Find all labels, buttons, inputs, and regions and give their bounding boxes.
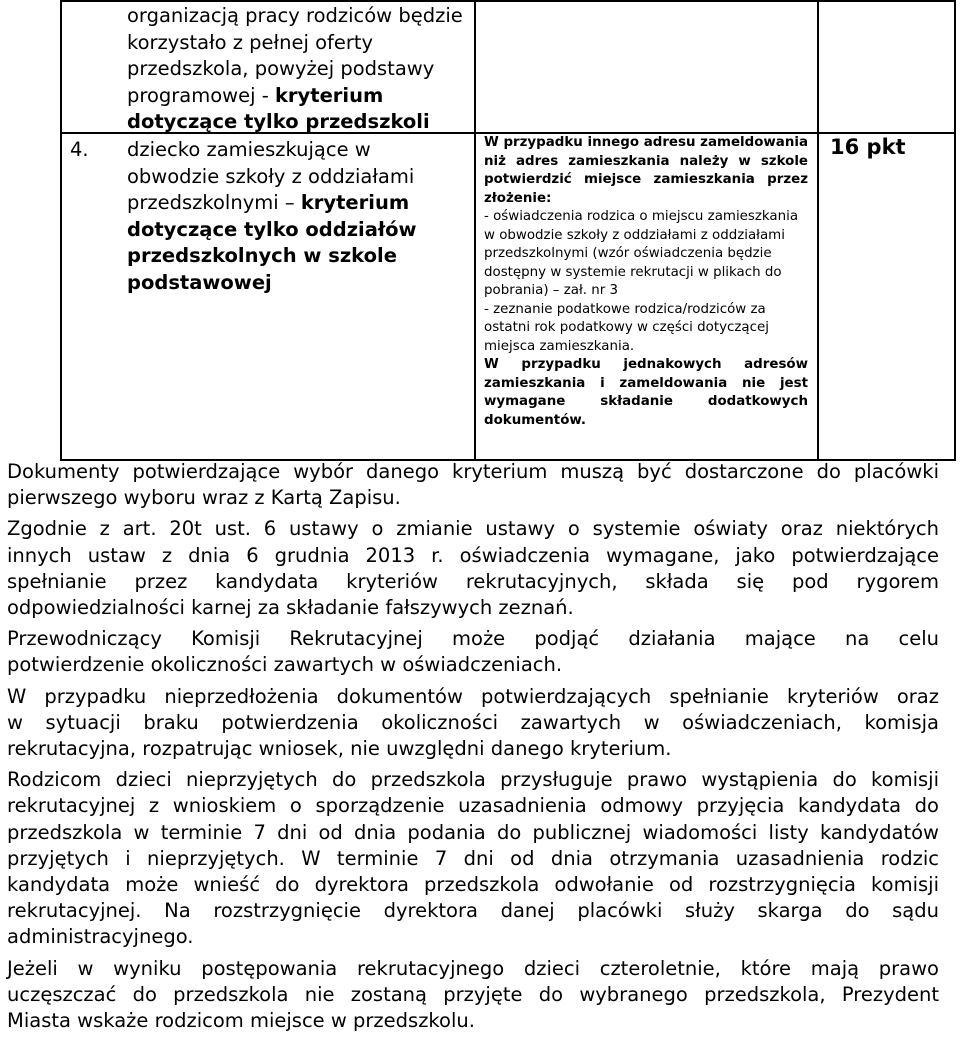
paragraph-documents xyxy=(7,459,939,511)
table-border-col3 xyxy=(817,0,819,461)
row4-doc-statement: - oświadczenia rodzica o miejscu zamieszkania w obwodzie szkoły z oddziałami z oddziałami przedszkolnymi (wzór oświadczenia będzie dostępny w systemie rekrutacji w plikach do pobrania) – zał. nr 3 xyxy=(484,209,799,298)
row3-criterion-cell xyxy=(127,3,467,136)
row4-documents-cell xyxy=(484,134,808,430)
text-line: pierwszego wyboru wraz z Kartą Zapisu. xyxy=(7,486,401,510)
text-line: kandydata może wnieść do dyrektora przedszkola odwołanie od rozstrzygnięcia komisji xyxy=(7,873,939,897)
row4-doc-note: W przypadku jednakowych adresów zamieszkania i zameldowania nie jest wymagane składanie dodatkowych dokumentów. xyxy=(484,357,808,428)
row4-number: 4. xyxy=(70,138,89,161)
row3-line-1: organizacją pracy rodziców będzie xyxy=(127,4,463,27)
text-line: innych ustaw z dnia 6 grudnia 2013 r. oświadczenia wymagane, jako potwierdzające xyxy=(7,543,939,567)
text-line: rekrutacyjnej. Na rozstrzygnięcie dyrektora danej placówki służy skarga do sądu xyxy=(7,899,939,923)
text-line: Jeżeli w wyniku postępowania rekrutacyjnego dzieci czteroletnie, które mają prawo xyxy=(7,956,939,980)
row4-doc-tax-return: - zeznanie podatkowe rodzica/rodziców za ostatni rok podatkowy w części dotyczącej miejsca zamieszkania. xyxy=(484,301,769,354)
table-border-left xyxy=(60,0,62,461)
paragraph-four-year-olds xyxy=(7,956,939,1035)
row3-bold-1: kryterium xyxy=(274,83,384,107)
text-line: Miasta wskaże rodzicom miejsce w przedszkolu. xyxy=(7,1009,475,1033)
text-line: Rodzicom dzieci nieprzyjętych do przedszkola przysługuje prawo wystąpienia do komisji xyxy=(7,768,939,792)
table-border-right xyxy=(954,0,956,461)
text-line: rekrutacyjnej z wnioskiem o sporządzenie uzasadnienia odmowy przyjęcia kandydata do xyxy=(7,794,939,818)
row3-line-2: korzystało z pełnej oferty xyxy=(127,30,374,54)
text-line: przedszkola w terminie 7 dni od dnia podania do publicznej wiadomości listy kandydatów xyxy=(7,820,939,844)
row4-points: 16 pkt xyxy=(830,135,906,159)
text-line: przyjętych i nieprzyjętych. W terminie 7 dni od dnia otrzymania uzasadnienia rodzic xyxy=(7,846,939,870)
text-line: uczęszczać do przedszkola nie zostaną przyjęte do wybranego przedszkola, Prezydent xyxy=(7,982,939,1006)
table-border-top xyxy=(60,0,956,2)
body-text xyxy=(7,459,939,1039)
paragraph-chairman xyxy=(7,626,939,678)
row3-line-3: przedszkola, powyżej podstawy xyxy=(127,57,435,80)
row4-doc-intro: W przypadku innego adresu zameldowania niż adres zamieszkania należy w szkole potwierdzić miejsce zamieszkania przez złożenie: xyxy=(484,135,808,206)
table-border-col2 xyxy=(474,0,476,461)
text-line: Zgodnie z art. 20t ust. 6 ustawy o zmianie ustawy o systemie oświaty oraz niektórych xyxy=(7,517,939,541)
row3-bold-2: dotyczące tylko przedszkoli xyxy=(127,110,430,133)
text-line: rekrutacyjna, rozpatrując wniosek, nie uwzględni danego kryterium. xyxy=(7,737,672,761)
row3-line-4: programowej - xyxy=(127,83,275,107)
paragraph-legal-basis xyxy=(7,516,939,621)
paragraph-missing-documents xyxy=(7,684,939,763)
text-line: Przewodniczący Komisji Rekrutacyjnej może podjąć działania mające na celu xyxy=(7,627,939,651)
text-line: spełnianie przez kandydata kryteriów rekrutacyjnych, składa się pod rygorem xyxy=(7,569,939,593)
text-line: w sytuacji braku potwierdzenia okoliczności zawartych w oświadczeniach, komisja xyxy=(7,710,939,734)
text-line: W przypadku nieprzedłożenia dokumentów potwierdzających spełnianie kryteriów oraz xyxy=(7,684,939,708)
row4-criterion-text: dziecko zamieszkujące w obwodzie szkoły z oddziałami przedszkolnymi – xyxy=(127,138,415,214)
row4-criterion-bold: kryterium dotyczące tylko oddziałów przedszkolnych w szkole podstawowej xyxy=(127,191,417,294)
paragraph-appeal xyxy=(7,767,939,950)
text-line: Dokumenty potwierdzające wybór danego kryterium muszą być dostarczone do placówki xyxy=(7,460,939,483)
text-line: administracyjnego. xyxy=(7,925,194,949)
row4-criterion-cell xyxy=(127,137,467,296)
text-line: potwierdzenie okoliczności zawartych w oświadczeniach. xyxy=(7,653,563,677)
text-line: odpowiedzialności karnej za składanie fałszywych zeznań. xyxy=(7,596,574,620)
